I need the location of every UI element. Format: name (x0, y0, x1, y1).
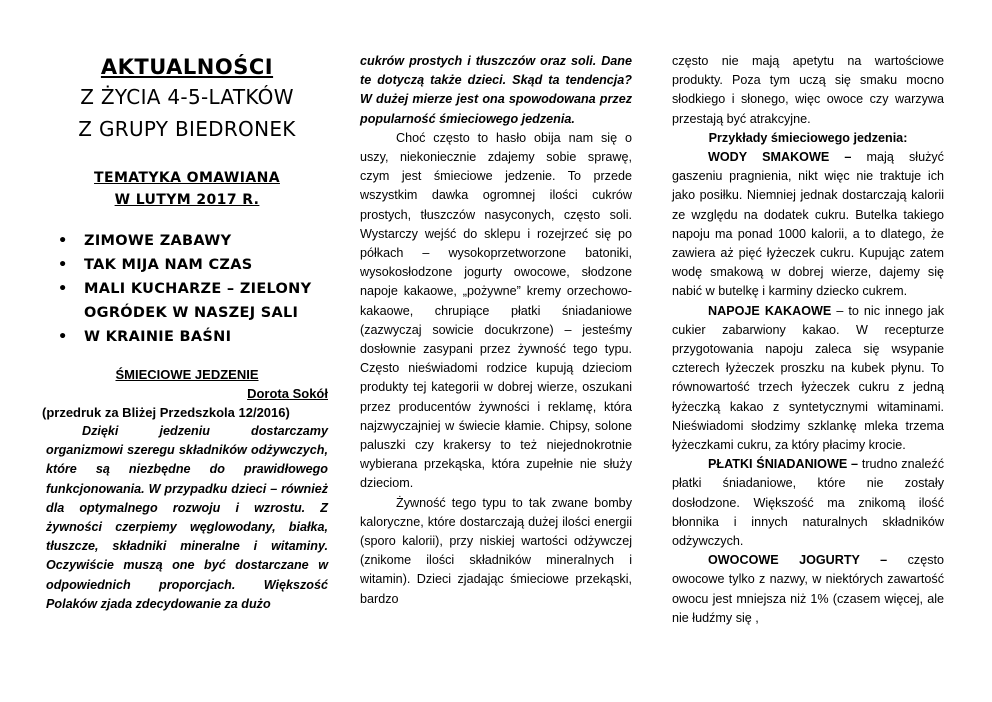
topic-item (46, 253, 328, 277)
example-text: trudno znaleźć płatki śniadaniowe, które nie zostały dosłodzone. Większość ma znikomą ilość błonnika i innych naturalnych składników odżywczych. (672, 457, 944, 549)
topic-label: W KRAINIE BAŚNI (84, 329, 232, 345)
topic-item (46, 325, 328, 349)
bullet-icon: • (58, 281, 68, 297)
topic-item (46, 277, 328, 325)
article-author: Dorota Sokół (247, 386, 328, 401)
example-fruit-yogurts (672, 551, 944, 628)
example-flavoured-water (672, 148, 944, 302)
newsletter-title (46, 54, 328, 145)
topic-item (46, 229, 328, 253)
column-middle (360, 52, 632, 609)
topics-list (46, 229, 328, 349)
article-paragraph-2-continued: często nie mają apetytu na wartościowe produkty. Poza tym uczą się smaku mocno słodkiego i słonego, więc owoce czy warzywa przestają być atrakcyjne. (672, 54, 944, 126)
article-paragraph-2: Żywność tego typu to tak zwane bomby kaloryczne, które dostarczają dużej ilości energii (sporo kalorii), przy niskiej wartości odżywczej (znikome ilości składników mineralnych i witamin). Dzieci zjadając śmieciowe przekąski, bardzo (360, 495, 632, 606)
topic-label: ZIMOWE ZABAWY (84, 233, 232, 249)
topic-label: TAK MIJA NAM CZAS (84, 257, 253, 273)
example-label: WODY SMAKOWE – (708, 150, 852, 165)
column-left (42, 52, 328, 614)
example-label: PŁATKI ŚNIADANIOWE – (708, 457, 859, 472)
example-text: – to nic innego jak cukier zabarwiony kakao. W recepturze przygotowania napoju zaleca się wsypanie czterech łyżeczek proszku na kubek płynu. To równowartość trzech łyżeczek cukru z jedną łyżeczką kakao z syntetycznymi witaminami. Nieświadomi słodzimy szklankę mleka trzema łyżeczkami cukru, za który płacimy krocie. (672, 303, 944, 453)
topics-heading-line-2: W LUTYM 2017 R. (114, 192, 260, 208)
example-cereal (672, 455, 944, 551)
article-title: ŚMIECIOWE JEDZENIE (115, 367, 259, 382)
example-label: OWOCOWE JOGURTY – (708, 553, 888, 568)
title-line-2: Z ŻYCIA 4-5-LATKÓW (80, 85, 294, 109)
article-paragraph-1: Choć często to hasło obija nam się o uszy, niekoniecznie zdajemy sobie sprawę, czym jest śmieciowe jedzenie. To przede wszystkim dawka ogromnej ilości cukrów prostych, tłuszczów nasyconych, często soli. Wystarczy wejść do sklepu i rozejrzeć się po półkach – wysokoprzetworzone batoniki, wysokosłodzone jogurty owocowe, słodzone napoje kakaowe, „pożywne” kremy orzechowo-kakaowe, chrupiące płatki śniadaniowe (zazwyczaj sowicie docukrzone) – jesteśmy dosłownie zasypani przez żywność tego typu. Często nieświadomi rodzice kupują dzieciom produkty tej kategorii w dobrej wierze, oszukani przez producentów żywności i reklamę, która najzwyczajniej w świecie kłamie. Chipsy, solone paluszki czy krakersy to też niejednokrotnie wybierana przekąska, która zupełnie nie służy dzieciom. (360, 130, 632, 491)
example-text: często owocowe tylko z nazwy, w niektórych zawartość owocu jest mniejsza niż 1% (czasem więcej, ale nie łudźmy się , (672, 553, 944, 625)
topics-heading (46, 167, 328, 211)
column-right (672, 52, 944, 628)
topic-label: MALI KUCHARZE – ZIELONY OGRÓDEK W NASZEJ SALI (84, 281, 312, 321)
article-source: (przedruk za Bliżej Przedszkola 12/2016) (42, 405, 290, 420)
title-line-3: Z GRUPY BIEDRONEK (78, 117, 296, 141)
examples-heading: Przykłady śmieciowego jedzenia: (708, 130, 908, 145)
example-text: mają służyć gaszeniu pragnienia, nikt więc nie traktuje ich jako posiłku. Niemniej jednak dostarczają kalorii ze względu na dodatek cukru. Butelka takiego napoju ma ponad 1000 kalorii, a to dlatego, że zawiera aż pięć łyżeczek cukru. Kupując zatem wodę smakową w dobrej wierze, dajemy się nabić w butelkę i karminy dziecko cukrem. (672, 150, 944, 299)
topics-heading-line-1: TEMATYKA OMAWIANA (94, 170, 280, 186)
example-label: NAPOJE KAKAOWE (708, 303, 832, 318)
bullet-icon: • (58, 329, 68, 345)
bullet-icon: • (58, 257, 68, 273)
article-intro: Dzięki jedzeniu dostarczamy organizmowi szeregu składników odżywczych, które są niezbędne do prawidłowego funkcjonowania. W przypadku dzieci – również dla optymalnego rozwoju i wzrostu. Z żywności czerpiemy węglowodany, białka, tłuszcze, składniki mineralne i witaminy. Oczywiście muszą one być dostarczane w odpowiednich proporcjach. Większość Polaków zjada zdecydowanie za dużo (46, 424, 328, 611)
title-line-1: AKTUALNOŚCI (100, 55, 274, 79)
article-intro-continued: cukrów prostych i tłuszczów oraz soli. Dane te dotyczą także dzieci. Skąd ta tendencja? W dużej mierze jest ona spowodowana przez popularność śmieciowego jedzenia. (360, 54, 632, 126)
example-cocoa-drinks (672, 302, 944, 456)
bullet-icon: • (58, 233, 68, 249)
